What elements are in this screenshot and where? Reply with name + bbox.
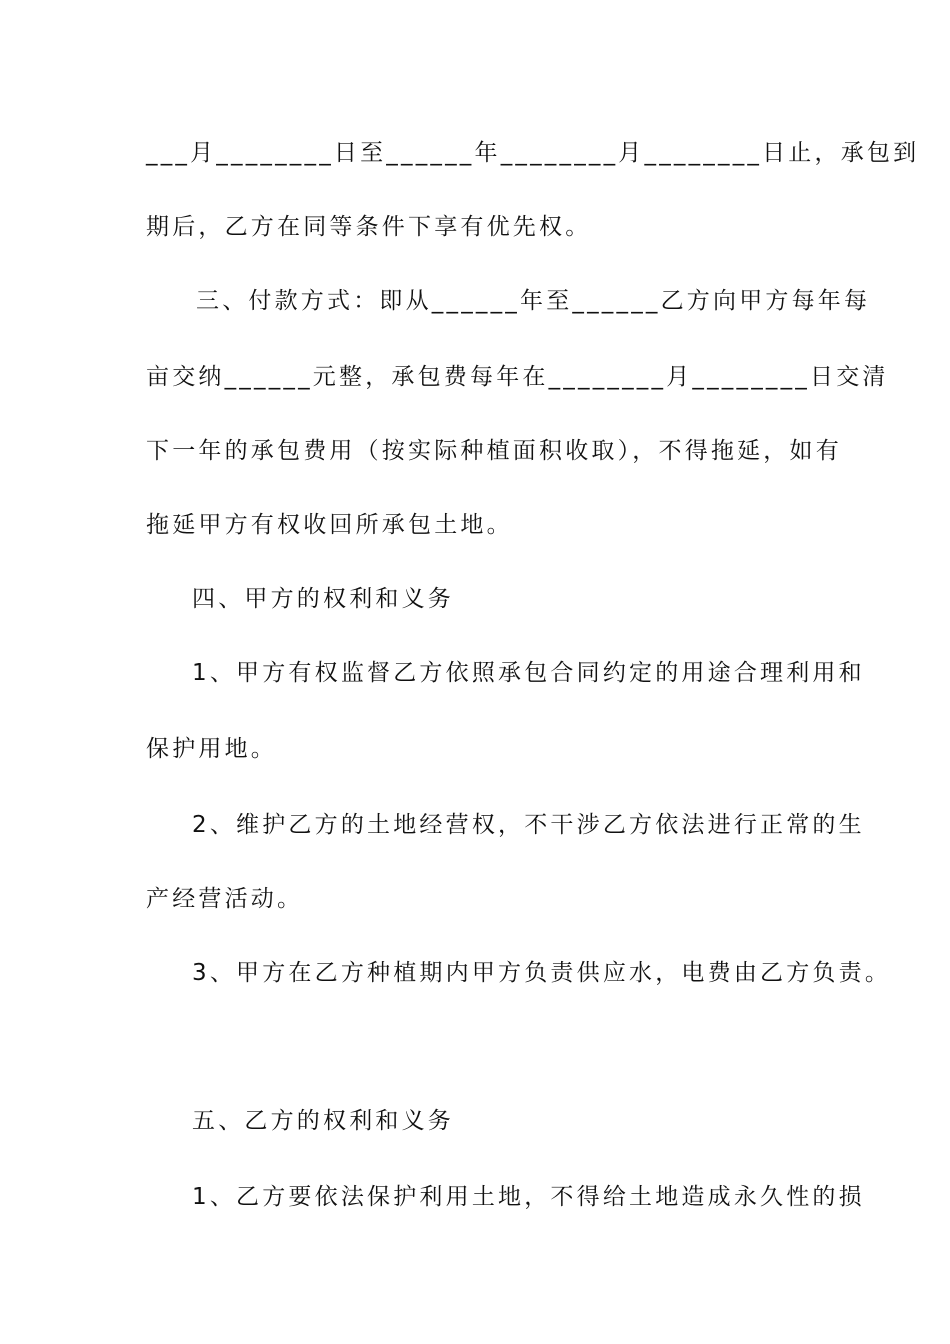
- section-5-item-1: 1、乙方要依法保护利用土地，不得给土地造成永久性的损: [192, 1184, 865, 1210]
- text-line-11: 产经营活动。: [146, 886, 304, 912]
- text-line-9: 保护用地。: [146, 736, 277, 762]
- section-4-heading: 四、甲方的权利和义务: [192, 586, 454, 612]
- text-line-2: 期后，乙方在同等条件下享有优先权。: [146, 214, 592, 240]
- text-line-5: 下一年的承包费用（按实际种植面积收取），不得拖延，如有: [146, 438, 842, 464]
- text-line-6: 拖延甲方有权收回所承包土地。: [146, 512, 513, 538]
- section-3-payment: 三、付款方式：即从______年至______乙方向甲方每年每: [196, 288, 871, 314]
- section-4-item-1: 1、甲方有权监督乙方依照承包合同约定的用途合理利用和: [192, 660, 865, 686]
- text-line-4: 亩交纳______元整，承包费每年在________月________日交清: [146, 364, 889, 390]
- section-4-item-3: 3、甲方在乙方种植期内甲方负责供应水，电费由乙方负责。: [192, 960, 892, 986]
- section-4-item-2: 2、维护乙方的土地经营权，不干涉乙方依法进行正常的生: [192, 812, 865, 838]
- text-line-1: ___月________日至______年________月________日止，承包到: [146, 140, 920, 166]
- section-5-heading: 五、乙方的权利和义务: [192, 1108, 454, 1134]
